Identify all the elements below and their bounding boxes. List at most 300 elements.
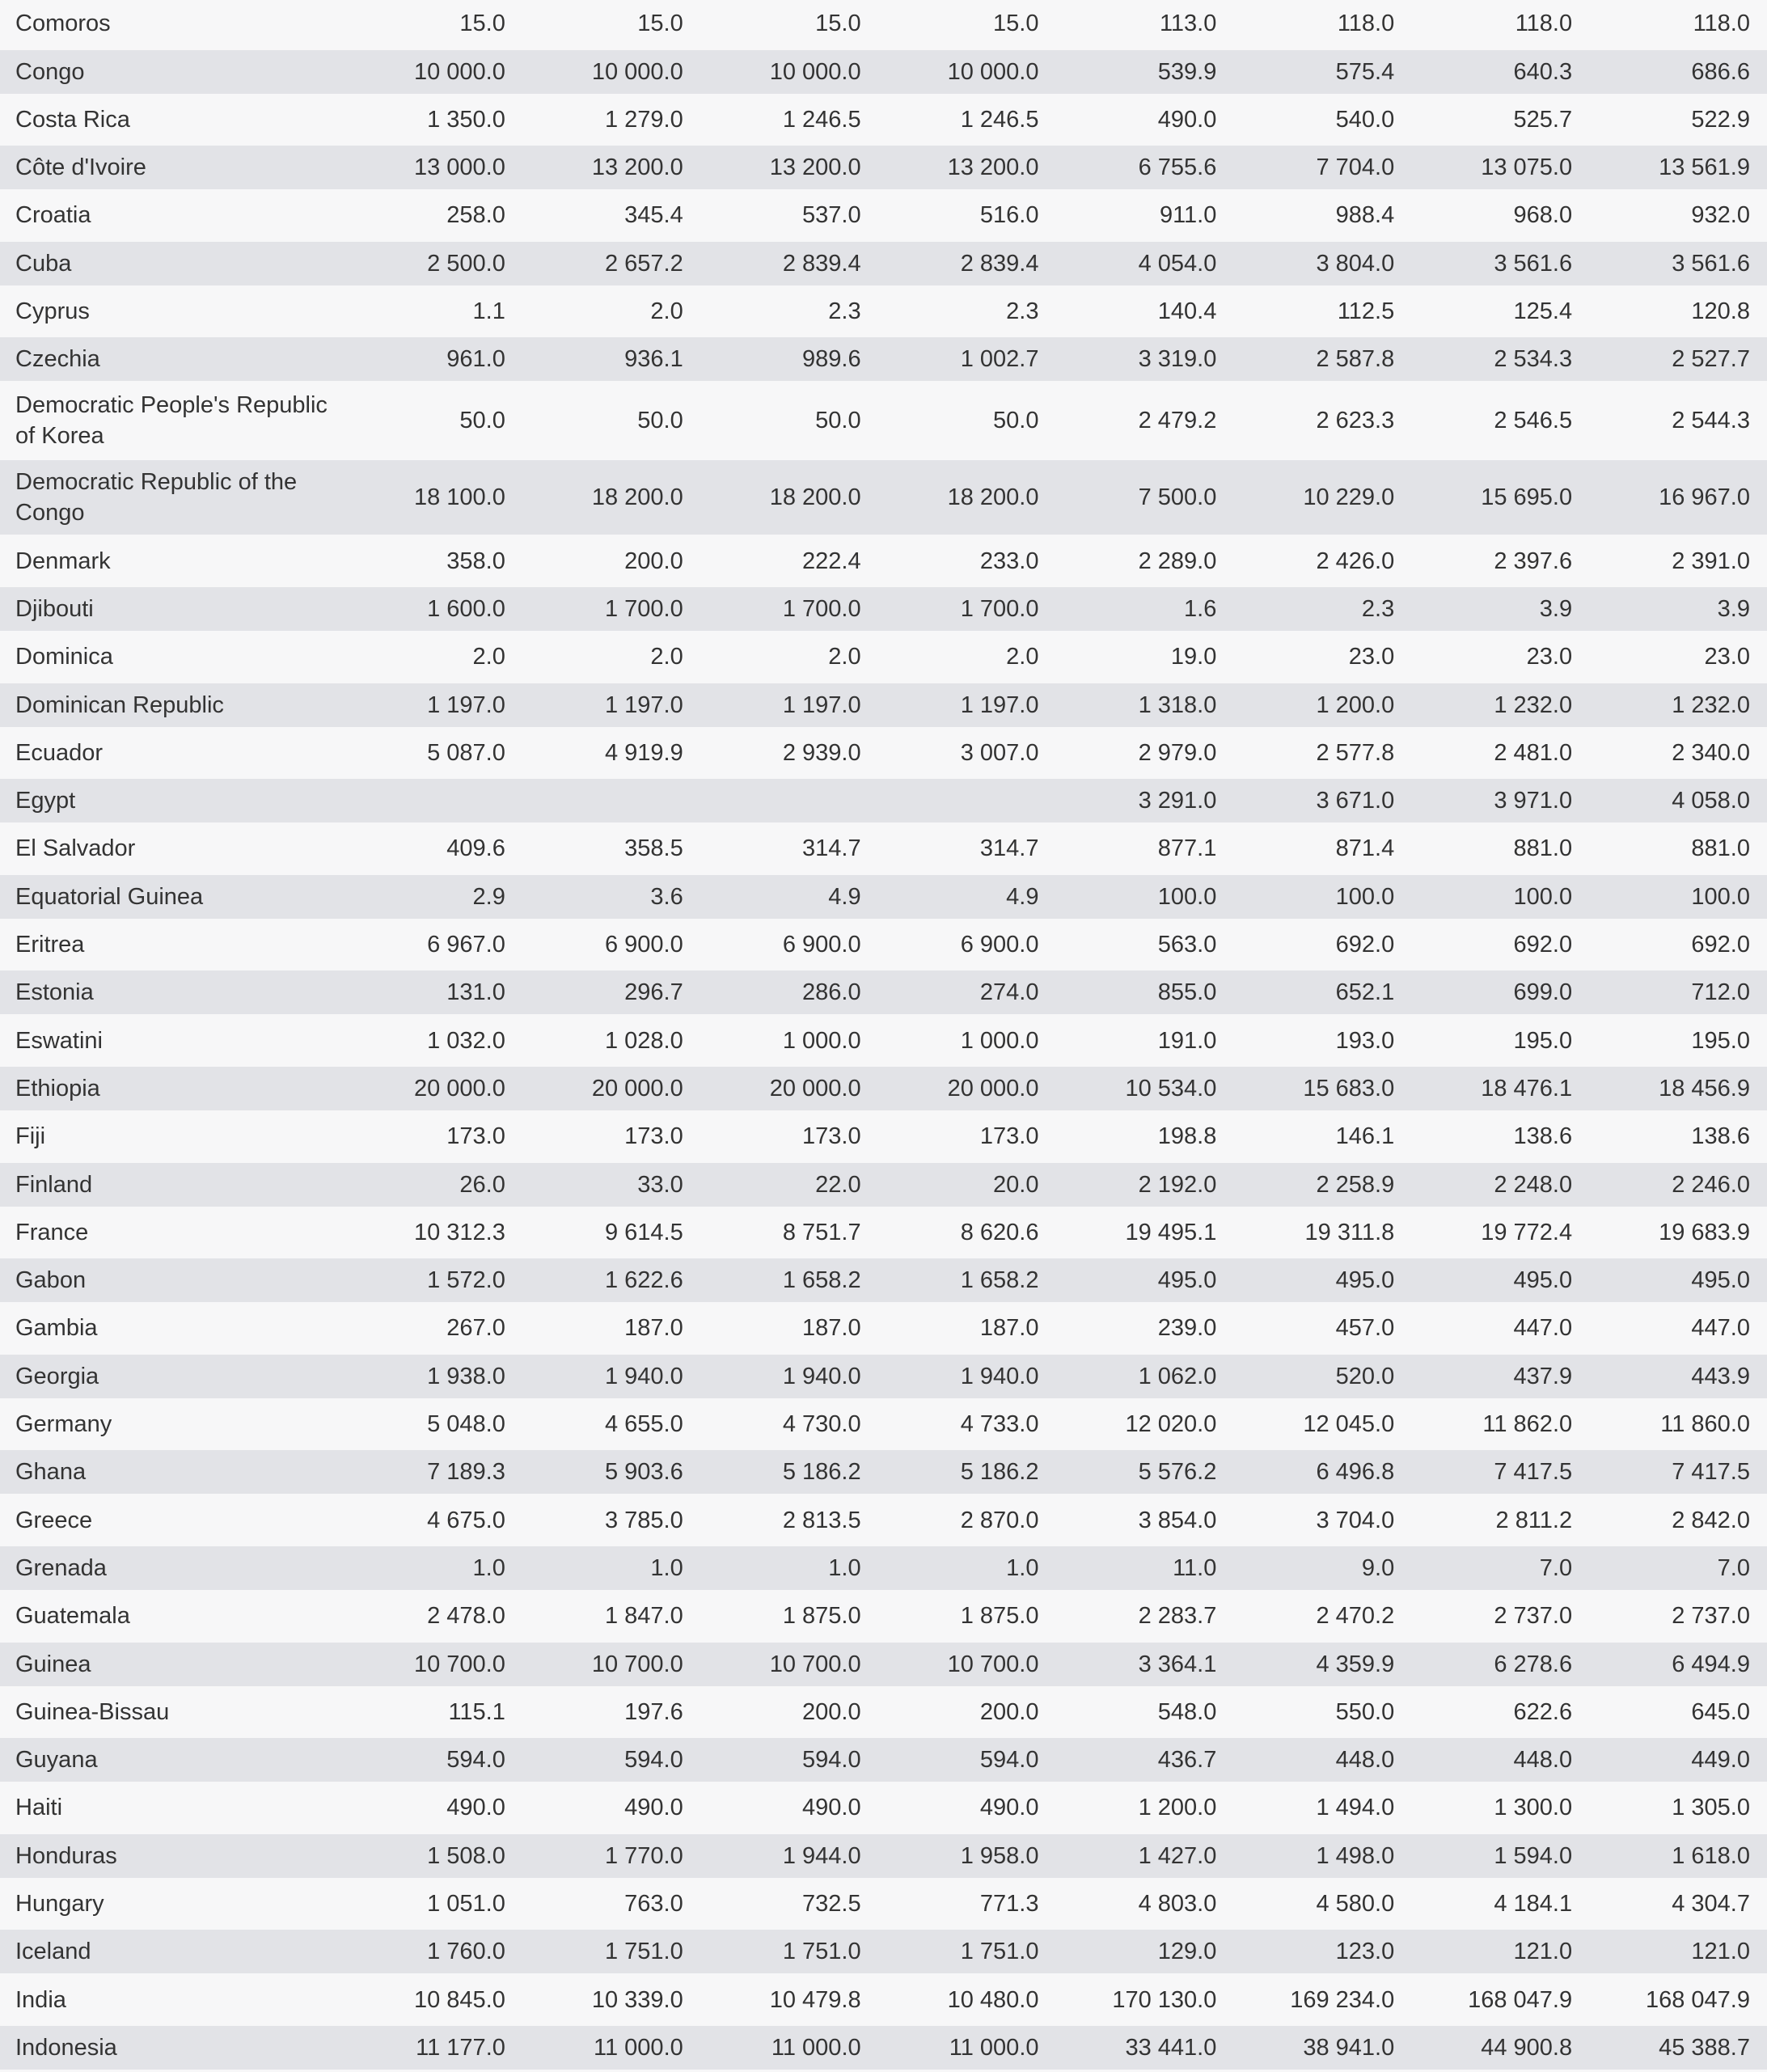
value-cell: 1 572.0 [427, 1267, 505, 1294]
table-row [0, 968, 1767, 1017]
value-cell: 1 350.0 [427, 106, 505, 133]
value-cell: 1 197.0 [427, 691, 505, 718]
value-cell: 18 456.9 [1659, 1075, 1750, 1102]
value-cell: 447.0 [1513, 1315, 1573, 1342]
table-row [0, 1592, 1767, 1640]
value-cell: 121.0 [1691, 1939, 1750, 1965]
value-cell: 173.0 [979, 1123, 1039, 1150]
value-cell: 15.0 [459, 11, 505, 37]
value-cell: 4.9 [828, 883, 861, 910]
value-cell: 1 760.0 [427, 1939, 505, 1965]
value-cell: 2.0 [1006, 644, 1039, 670]
value-cell: 1 197.0 [960, 691, 1039, 718]
value-cell: 18 100.0 [413, 484, 505, 511]
value-cell: 3.9 [1539, 595, 1573, 622]
table-row [0, 633, 1767, 681]
value-cell: 1 200.0 [1316, 691, 1395, 718]
value-cell: 3 291.0 [1138, 788, 1217, 814]
value-cell: 2 479.2 [1138, 408, 1217, 434]
value-cell: 222.4 [802, 548, 861, 574]
table-row [0, 1976, 1767, 2023]
value-cell: 23.0 [1348, 644, 1395, 670]
value-cell: 10 700.0 [769, 1651, 861, 1677]
value-cell: 2.3 [828, 298, 861, 325]
country-name: Guyana [15, 1747, 98, 1774]
value-cell: 44 900.8 [1481, 2034, 1573, 2061]
value-cell: 113.0 [1159, 11, 1217, 37]
value-cell: 2 979.0 [1138, 739, 1217, 766]
value-cell: 13 000.0 [413, 154, 505, 181]
value-cell: 118.0 [1693, 11, 1750, 37]
value-cell: 495.0 [1335, 1267, 1395, 1294]
table-row [0, 1880, 1767, 1928]
value-cell: 2.0 [472, 644, 505, 670]
value-cell: 652.1 [1335, 979, 1395, 1006]
value-cell: 200.0 [979, 1698, 1039, 1725]
value-cell: 1 958.0 [960, 1842, 1039, 1869]
value-cell: 5 576.2 [1138, 1459, 1217, 1486]
value-cell: 1 700.0 [782, 595, 861, 622]
table-row [0, 1305, 1767, 1352]
value-cell: 15.0 [993, 11, 1039, 37]
country-name: Finland [15, 1171, 93, 1198]
value-cell: 2 391.0 [1672, 548, 1750, 574]
value-cell: 1.0 [650, 1554, 683, 1581]
value-cell: 436.7 [1157, 1747, 1217, 1774]
value-cell: 138.6 [1691, 1123, 1750, 1150]
country-name: Ethiopia [15, 1075, 100, 1102]
value-cell: 594.0 [802, 1747, 861, 1774]
value-cell: 239.0 [1157, 1315, 1217, 1342]
value-cell: 23.0 [1704, 644, 1750, 670]
country-name: Gabon [15, 1267, 87, 1294]
value-cell: 131.0 [446, 979, 505, 1006]
value-cell: 1 028.0 [604, 1027, 683, 1054]
value-cell: 448.0 [1513, 1747, 1573, 1774]
table-row [0, 537, 1767, 585]
value-cell: 15 695.0 [1481, 484, 1573, 511]
table-row [0, 1832, 1767, 1880]
value-cell: 1.0 [1006, 1554, 1039, 1581]
value-cell: 2 546.5 [1494, 408, 1573, 434]
value-cell: 4.9 [1006, 883, 1039, 910]
value-cell: 1 594.0 [1494, 1842, 1573, 1869]
value-cell: 10 845.0 [413, 1986, 505, 2013]
value-cell: 2 192.0 [1138, 1171, 1217, 1198]
country-name: Eswatini [15, 1027, 103, 1054]
country-name: Guinea [15, 1651, 91, 1677]
value-cell: 15.0 [815, 11, 861, 37]
value-cell: 1 940.0 [604, 1363, 683, 1389]
table-row [0, 585, 1767, 633]
value-cell: 522.9 [1691, 106, 1750, 133]
value-cell: 23.0 [1526, 644, 1573, 670]
value-cell: 2 246.0 [1672, 1171, 1750, 1198]
country-name: Cyprus [15, 298, 90, 325]
value-cell: 12 045.0 [1303, 1411, 1395, 1438]
value-cell: 7 500.0 [1138, 484, 1217, 511]
value-cell: 19.0 [1170, 644, 1217, 670]
value-cell: 2 248.0 [1494, 1171, 1573, 1198]
value-cell: 173.0 [446, 1123, 505, 1150]
value-cell: 187.0 [624, 1315, 683, 1342]
table-row [0, 239, 1767, 288]
value-cell: 443.9 [1691, 1363, 1750, 1389]
country-name: Guinea-Bissau [15, 1698, 170, 1725]
country-name: Djibouti [15, 595, 94, 622]
value-cell: 358.5 [624, 835, 683, 862]
value-cell: 2 258.9 [1316, 1171, 1395, 1198]
value-cell: 198.8 [1157, 1123, 1217, 1150]
value-cell: 50.0 [459, 408, 505, 434]
value-cell: 1 944.0 [782, 1842, 861, 1869]
value-cell: 1 875.0 [960, 1603, 1039, 1630]
table-row [0, 873, 1767, 921]
value-cell: 447.0 [1691, 1315, 1750, 1342]
value-cell: 490.0 [446, 1795, 505, 1821]
table-row [0, 1544, 1767, 1592]
country-name: Dominican Republic [15, 691, 224, 718]
value-cell: 4 184.1 [1494, 1890, 1573, 1917]
value-cell: 121.0 [1513, 1939, 1573, 1965]
value-cell: 3 364.1 [1138, 1651, 1217, 1677]
value-cell: 1 318.0 [1138, 691, 1217, 718]
country-name: France [15, 1219, 89, 1245]
table-row [0, 96, 1767, 144]
value-cell: 191.0 [1157, 1027, 1217, 1054]
value-cell: 3 561.6 [1494, 250, 1573, 277]
value-cell: 449.0 [1691, 1747, 1750, 1774]
value-cell: 286.0 [802, 979, 861, 1006]
table-row [0, 1689, 1767, 1736]
country-name: Eritrea [15, 932, 85, 958]
value-cell: 123.0 [1335, 1939, 1395, 1965]
value-cell: 540.0 [1335, 106, 1395, 133]
table-row [0, 776, 1767, 825]
value-cell: 495.0 [1691, 1267, 1750, 1294]
value-cell: 9.0 [1361, 1554, 1395, 1581]
value-cell: 1 000.0 [960, 1027, 1039, 1054]
value-cell: 3 319.0 [1138, 346, 1217, 373]
value-cell: 15.0 [637, 11, 683, 37]
value-cell: 871.4 [1335, 835, 1395, 862]
value-cell: 50.0 [637, 408, 683, 434]
value-cell: 100.0 [1335, 883, 1395, 910]
value-cell: 1 305.0 [1672, 1795, 1750, 1821]
value-cell: 1.1 [472, 298, 505, 325]
value-cell: 20 000.0 [769, 1075, 861, 1102]
value-cell: 1 197.0 [604, 691, 683, 718]
value-cell: 3 704.0 [1316, 1507, 1395, 1533]
value-cell: 195.0 [1513, 1027, 1573, 1054]
value-cell: 1 847.0 [604, 1603, 683, 1630]
value-cell: 15 683.0 [1303, 1075, 1395, 1102]
value-cell: 170 130.0 [1112, 1986, 1217, 2013]
table-row [0, 288, 1767, 336]
value-cell: 10 700.0 [413, 1651, 505, 1677]
value-cell: 1 232.0 [1672, 691, 1750, 718]
value-cell: 4 675.0 [427, 1507, 505, 1533]
value-cell: 881.0 [1691, 835, 1750, 862]
country-name: Democratic Republic of the Congo [15, 469, 298, 526]
value-cell: 345.4 [624, 202, 683, 229]
country-name: Hungary [15, 1890, 104, 1917]
value-cell: 4 359.9 [1316, 1651, 1395, 1677]
value-cell: 911.0 [1159, 202, 1217, 229]
value-cell: 645.0 [1691, 1698, 1750, 1725]
value-cell: 2 478.0 [427, 1603, 505, 1630]
value-cell: 594.0 [446, 1747, 505, 1774]
value-cell: 2 737.0 [1494, 1603, 1573, 1630]
country-name: India [15, 1986, 66, 2013]
value-cell: 358.0 [446, 548, 505, 574]
value-cell: 6 967.0 [427, 932, 505, 958]
value-cell: 1 770.0 [604, 1842, 683, 1869]
value-cell: 1 751.0 [960, 1939, 1039, 1965]
value-cell: 20 000.0 [413, 1075, 505, 1102]
value-cell: 686.6 [1691, 58, 1750, 85]
value-cell: 855.0 [1157, 979, 1217, 1006]
value-cell: 8 751.7 [782, 1219, 861, 1245]
country-name: Guatemala [15, 1603, 130, 1630]
country-name: Cuba [15, 250, 72, 277]
value-cell: 3 561.6 [1672, 250, 1750, 277]
table-row [0, 1113, 1767, 1161]
table-row [0, 458, 1767, 537]
value-cell: 6 900.0 [782, 932, 861, 958]
value-cell: 877.1 [1157, 835, 1217, 862]
value-cell: 12 020.0 [1125, 1411, 1217, 1438]
value-cell: 10 000.0 [947, 58, 1039, 85]
value-cell: 692.0 [1513, 932, 1573, 958]
value-cell: 10 000.0 [413, 58, 505, 85]
value-cell: 1 940.0 [960, 1363, 1039, 1389]
value-cell: 140.4 [1157, 298, 1217, 325]
value-cell: 2 587.8 [1316, 346, 1395, 373]
value-cell: 1 051.0 [427, 1890, 505, 1917]
value-cell: 594.0 [979, 1747, 1039, 1774]
value-cell: 4 655.0 [604, 1411, 683, 1438]
value-cell: 961.0 [446, 346, 505, 373]
value-cell: 26.0 [459, 1171, 505, 1198]
country-name: Costa Rica [15, 106, 130, 133]
value-cell: 129.0 [1157, 1939, 1217, 1965]
table-row [0, 1448, 1767, 1496]
value-cell: 6 496.8 [1316, 1459, 1395, 1486]
country-name: Grenada [15, 1554, 107, 1581]
value-cell: 1 622.6 [604, 1267, 683, 1294]
value-cell: 490.0 [802, 1795, 861, 1821]
value-cell: 2 500.0 [427, 250, 505, 277]
value-cell: 1 200.0 [1138, 1795, 1217, 1821]
value-cell: 640.3 [1513, 58, 1573, 85]
country-name: Denmark [15, 548, 111, 574]
value-cell: 2 811.2 [1495, 1507, 1573, 1533]
value-cell: 6 900.0 [960, 932, 1039, 958]
value-cell: 1.0 [828, 1554, 861, 1581]
country-name: Estonia [15, 979, 94, 1006]
value-cell: 3 854.0 [1138, 1507, 1217, 1533]
table-row [0, 383, 1767, 458]
value-cell: 537.0 [802, 202, 861, 229]
country-name: Ecuador [15, 739, 104, 766]
value-cell: 3 804.0 [1316, 250, 1395, 277]
table-row [0, 1352, 1767, 1401]
table-row [0, 1017, 1767, 1064]
value-cell: 120.8 [1691, 298, 1750, 325]
value-cell: 2 657.2 [604, 250, 683, 277]
value-cell: 5 903.6 [604, 1459, 683, 1486]
value-cell: 274.0 [979, 979, 1039, 1006]
table-row [0, 1927, 1767, 1976]
value-cell: 19 311.8 [1304, 1219, 1395, 1245]
value-cell: 13 200.0 [591, 154, 683, 181]
country-name: Indonesia [15, 2034, 117, 2061]
value-cell: 314.7 [979, 835, 1039, 862]
value-cell: 118.0 [1337, 11, 1395, 37]
value-cell: 2 544.3 [1672, 408, 1750, 434]
value-cell: 1 700.0 [960, 595, 1039, 622]
value-cell: 1 938.0 [427, 1363, 505, 1389]
country-name: Equatorial Guinea [15, 883, 204, 910]
value-cell: 6 494.9 [1672, 1651, 1750, 1677]
value-cell: 2 839.4 [782, 250, 861, 277]
value-cell: 1 232.0 [1494, 691, 1573, 718]
value-cell: 1 002.7 [960, 346, 1039, 373]
table-row [0, 729, 1767, 777]
value-cell: 936.1 [624, 346, 683, 373]
value-cell: 495.0 [1513, 1267, 1573, 1294]
value-cell: 1 279.0 [604, 106, 683, 133]
value-cell: 1 751.0 [782, 1939, 861, 1965]
value-cell: 4 803.0 [1138, 1890, 1217, 1917]
value-cell: 200.0 [802, 1698, 861, 1725]
value-cell: 2 289.0 [1138, 548, 1217, 574]
value-cell: 1 658.2 [960, 1267, 1039, 1294]
value-cell: 19 772.4 [1481, 1219, 1573, 1245]
value-cell: 490.0 [624, 1795, 683, 1821]
value-cell: 2.0 [650, 298, 683, 325]
value-cell: 10 700.0 [947, 1651, 1039, 1677]
value-cell: 516.0 [979, 202, 1039, 229]
table-row [0, 1256, 1767, 1305]
value-cell: 2 813.5 [782, 1507, 861, 1533]
value-cell: 4 919.9 [604, 739, 683, 766]
value-cell: 45 388.7 [1659, 2034, 1750, 2061]
value-cell: 168 047.9 [1468, 1986, 1573, 2013]
value-cell: 563.0 [1157, 932, 1217, 958]
value-cell: 22.0 [815, 1171, 861, 1198]
value-cell: 5 186.2 [782, 1459, 861, 1486]
value-cell: 525.7 [1513, 106, 1573, 133]
value-cell: 168 047.9 [1645, 1986, 1750, 2013]
value-cell: 1 494.0 [1316, 1795, 1395, 1821]
value-cell: 7 704.0 [1316, 154, 1395, 181]
value-cell: 10 700.0 [591, 1651, 683, 1677]
value-cell: 7 189.3 [427, 1459, 505, 1486]
value-cell: 771.3 [979, 1890, 1039, 1917]
table-row [0, 1496, 1767, 1544]
value-cell: 1 940.0 [782, 1363, 861, 1389]
country-name: Congo [15, 58, 85, 85]
value-cell: 258.0 [446, 202, 505, 229]
value-cell: 38 941.0 [1303, 2034, 1395, 2061]
value-cell: 115.1 [448, 1698, 505, 1725]
value-cell: 18 476.1 [1481, 1075, 1573, 1102]
value-cell: 100.0 [1691, 883, 1750, 910]
value-cell: 7 417.5 [1494, 1459, 1573, 1486]
value-cell: 10 312.3 [413, 1219, 505, 1245]
value-cell: 1.0 [472, 1554, 505, 1581]
value-cell: 2 470.2 [1316, 1603, 1395, 1630]
country-name: Greece [15, 1507, 93, 1533]
value-cell: 2 839.4 [960, 250, 1039, 277]
value-cell: 314.7 [802, 835, 861, 862]
value-cell: 1 032.0 [427, 1027, 505, 1054]
value-cell: 3 007.0 [960, 739, 1039, 766]
table-row [0, 921, 1767, 969]
value-cell: 1 300.0 [1494, 1795, 1573, 1821]
value-cell: 3.9 [1717, 595, 1750, 622]
value-cell: 19 683.9 [1659, 1219, 1750, 1245]
table-row [0, 335, 1767, 383]
value-cell: 2 426.0 [1316, 548, 1395, 574]
value-cell: 988.4 [1335, 202, 1395, 229]
value-cell: 1 751.0 [604, 1939, 683, 1965]
value-cell: 33.0 [637, 1171, 683, 1198]
value-cell: 622.6 [1513, 1698, 1573, 1725]
value-cell: 989.6 [802, 346, 861, 373]
value-cell: 3 671.0 [1316, 788, 1395, 814]
value-cell: 169 234.0 [1290, 1986, 1395, 2013]
value-cell: 10 000.0 [591, 58, 683, 85]
value-cell: 763.0 [624, 1890, 683, 1917]
value-cell: 3 971.0 [1494, 788, 1573, 814]
value-cell: 11 000.0 [949, 2034, 1039, 2061]
value-cell: 2 623.3 [1316, 408, 1395, 434]
value-cell: 10 479.8 [769, 1986, 861, 2013]
value-cell: 187.0 [979, 1315, 1039, 1342]
value-cell: 11.0 [1173, 1554, 1217, 1581]
value-cell: 692.0 [1691, 932, 1750, 958]
value-cell: 8 620.6 [960, 1219, 1039, 1245]
country-name: El Salvador [15, 835, 136, 862]
table-row [0, 1736, 1767, 1784]
value-cell: 18 200.0 [947, 484, 1039, 511]
country-name: Côte d'Ivoire [15, 154, 146, 181]
value-cell: 193.0 [1335, 1027, 1395, 1054]
value-cell: 11 860.0 [1660, 1411, 1750, 1438]
value-cell: 4 304.7 [1672, 1890, 1750, 1917]
value-cell: 1 498.0 [1316, 1842, 1395, 1869]
value-cell: 11 000.0 [594, 2034, 683, 2061]
value-cell: 5 048.0 [427, 1411, 505, 1438]
table-row [0, 143, 1767, 192]
value-cell: 409.6 [446, 835, 505, 862]
value-cell: 233.0 [979, 548, 1039, 574]
value-cell: 4 054.0 [1138, 250, 1217, 277]
value-cell: 267.0 [446, 1315, 505, 1342]
value-cell: 125.4 [1513, 298, 1573, 325]
value-cell: 1 427.0 [1138, 1842, 1217, 1869]
value-cell: 11 862.0 [1482, 1411, 1573, 1438]
value-cell: 4 733.0 [960, 1411, 1039, 1438]
value-cell: 712.0 [1691, 979, 1750, 1006]
value-cell: 2 283.7 [1138, 1603, 1217, 1630]
value-cell: 11 000.0 [771, 2034, 861, 2061]
table-row [0, 1209, 1767, 1257]
value-cell: 50.0 [993, 408, 1039, 434]
